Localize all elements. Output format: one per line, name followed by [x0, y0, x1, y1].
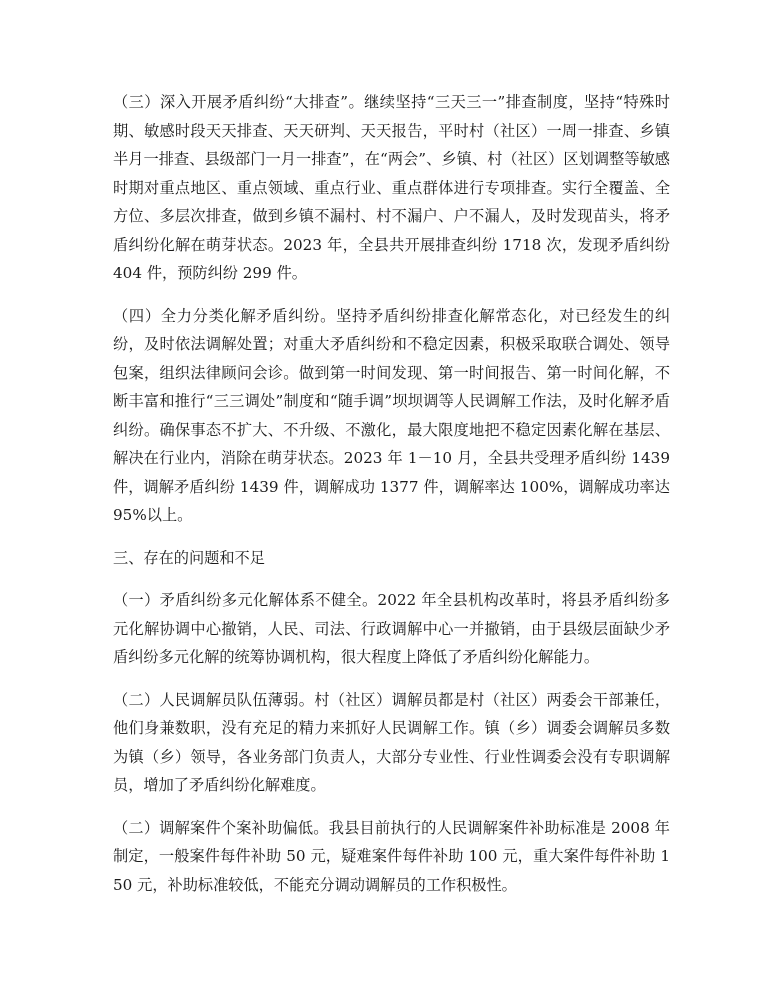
paragraph-problem-system: （一）矛盾纠纷多元化解体系不健全。2022 年全县机构改革时，将县矛盾纠纷多元化解协调中心撤销，人民、司法、行政调解中心一并撤销，由于县级层面缺少矛盾纠纷多元化解的统筹协调机构，很大程度上降低了矛盾纠纷化解能力。: [113, 591, 670, 666]
paragraph-investigation: （三）深入开展矛盾纠纷“大排查”。继续坚持“三天三一”排查制度，坚持“特殊时期、敏感时段天天排查、天天研判、天天报告，平时村（社区）一周一排查、乡镇半月一排查、县级部门一月一排查”，在“两会”、乡镇、村（社区）区划调整等敏感时期对重点地区、重点领域、重点行业、重点群体进行专项排查。实行全覆盖、全方位、多层次排查，做到乡镇不漏村、村不漏户、户不漏人，及时发现苗头，将矛盾纠纷化解在萌芽状态。2023 年，全县共开展排查纠纷 1718 次，发现矛盾纠纷 404 件，预防纠纷 299 件。: [113, 93, 670, 282]
paragraph-problem-subsidy: （二）调解案件个案补助偏低。我县目前执行的人民调解案件补助标准是 2008 年制定，一般案件每件补助 50 元，疑难案件每件补助 100 元，重大案件每件补助 150 元，补助标准较低，不能充分调动调解员的工作积极性。: [113, 818, 670, 894]
paragraph-problem-staff: （二）人民调解员队伍薄弱。村（社区）调解员都是村（社区）两委会干部兼任，他们身兼数职，没有充足的精力来抓好人民调解工作。镇（乡）调委会调解员多数为镇（乡）领导，各业务部门负责人，大部分专业性、行业性调委会没有专职调解员，增加了矛盾纠纷化解难度。: [113, 690, 670, 794]
section-heading-problems: 三、存在的问题和不足: [113, 548, 265, 567]
paragraph-resolution: （四）全力分类化解矛盾纠纷。坚持矛盾纠纷排查化解常态化，对已经发生的纠纷，及时依法调解处置；对重大矛盾纠纷和不稳定因素，积极采取联合调处、领导包案，组织法律顾问会诊。做到第一时间发现、第一时间报告、第一时间化解，不断丰富和推行“三三调处”制度和“随手调”坝坝调等人民调解工作法，及时化解矛盾纠纷。确保事态不扩大、不升级、不激化，最大限度地把不稳定因素化解在基层、解决在行业内，消除在萌芽状态。2023 年 1－10 月，全县共受理矛盾纠纷 1439 件，调解矛盾纠纷 1439 件，调解成功 1377 件，调解率达 100%，调解成功率达 95%以上。: [113, 306, 670, 524]
